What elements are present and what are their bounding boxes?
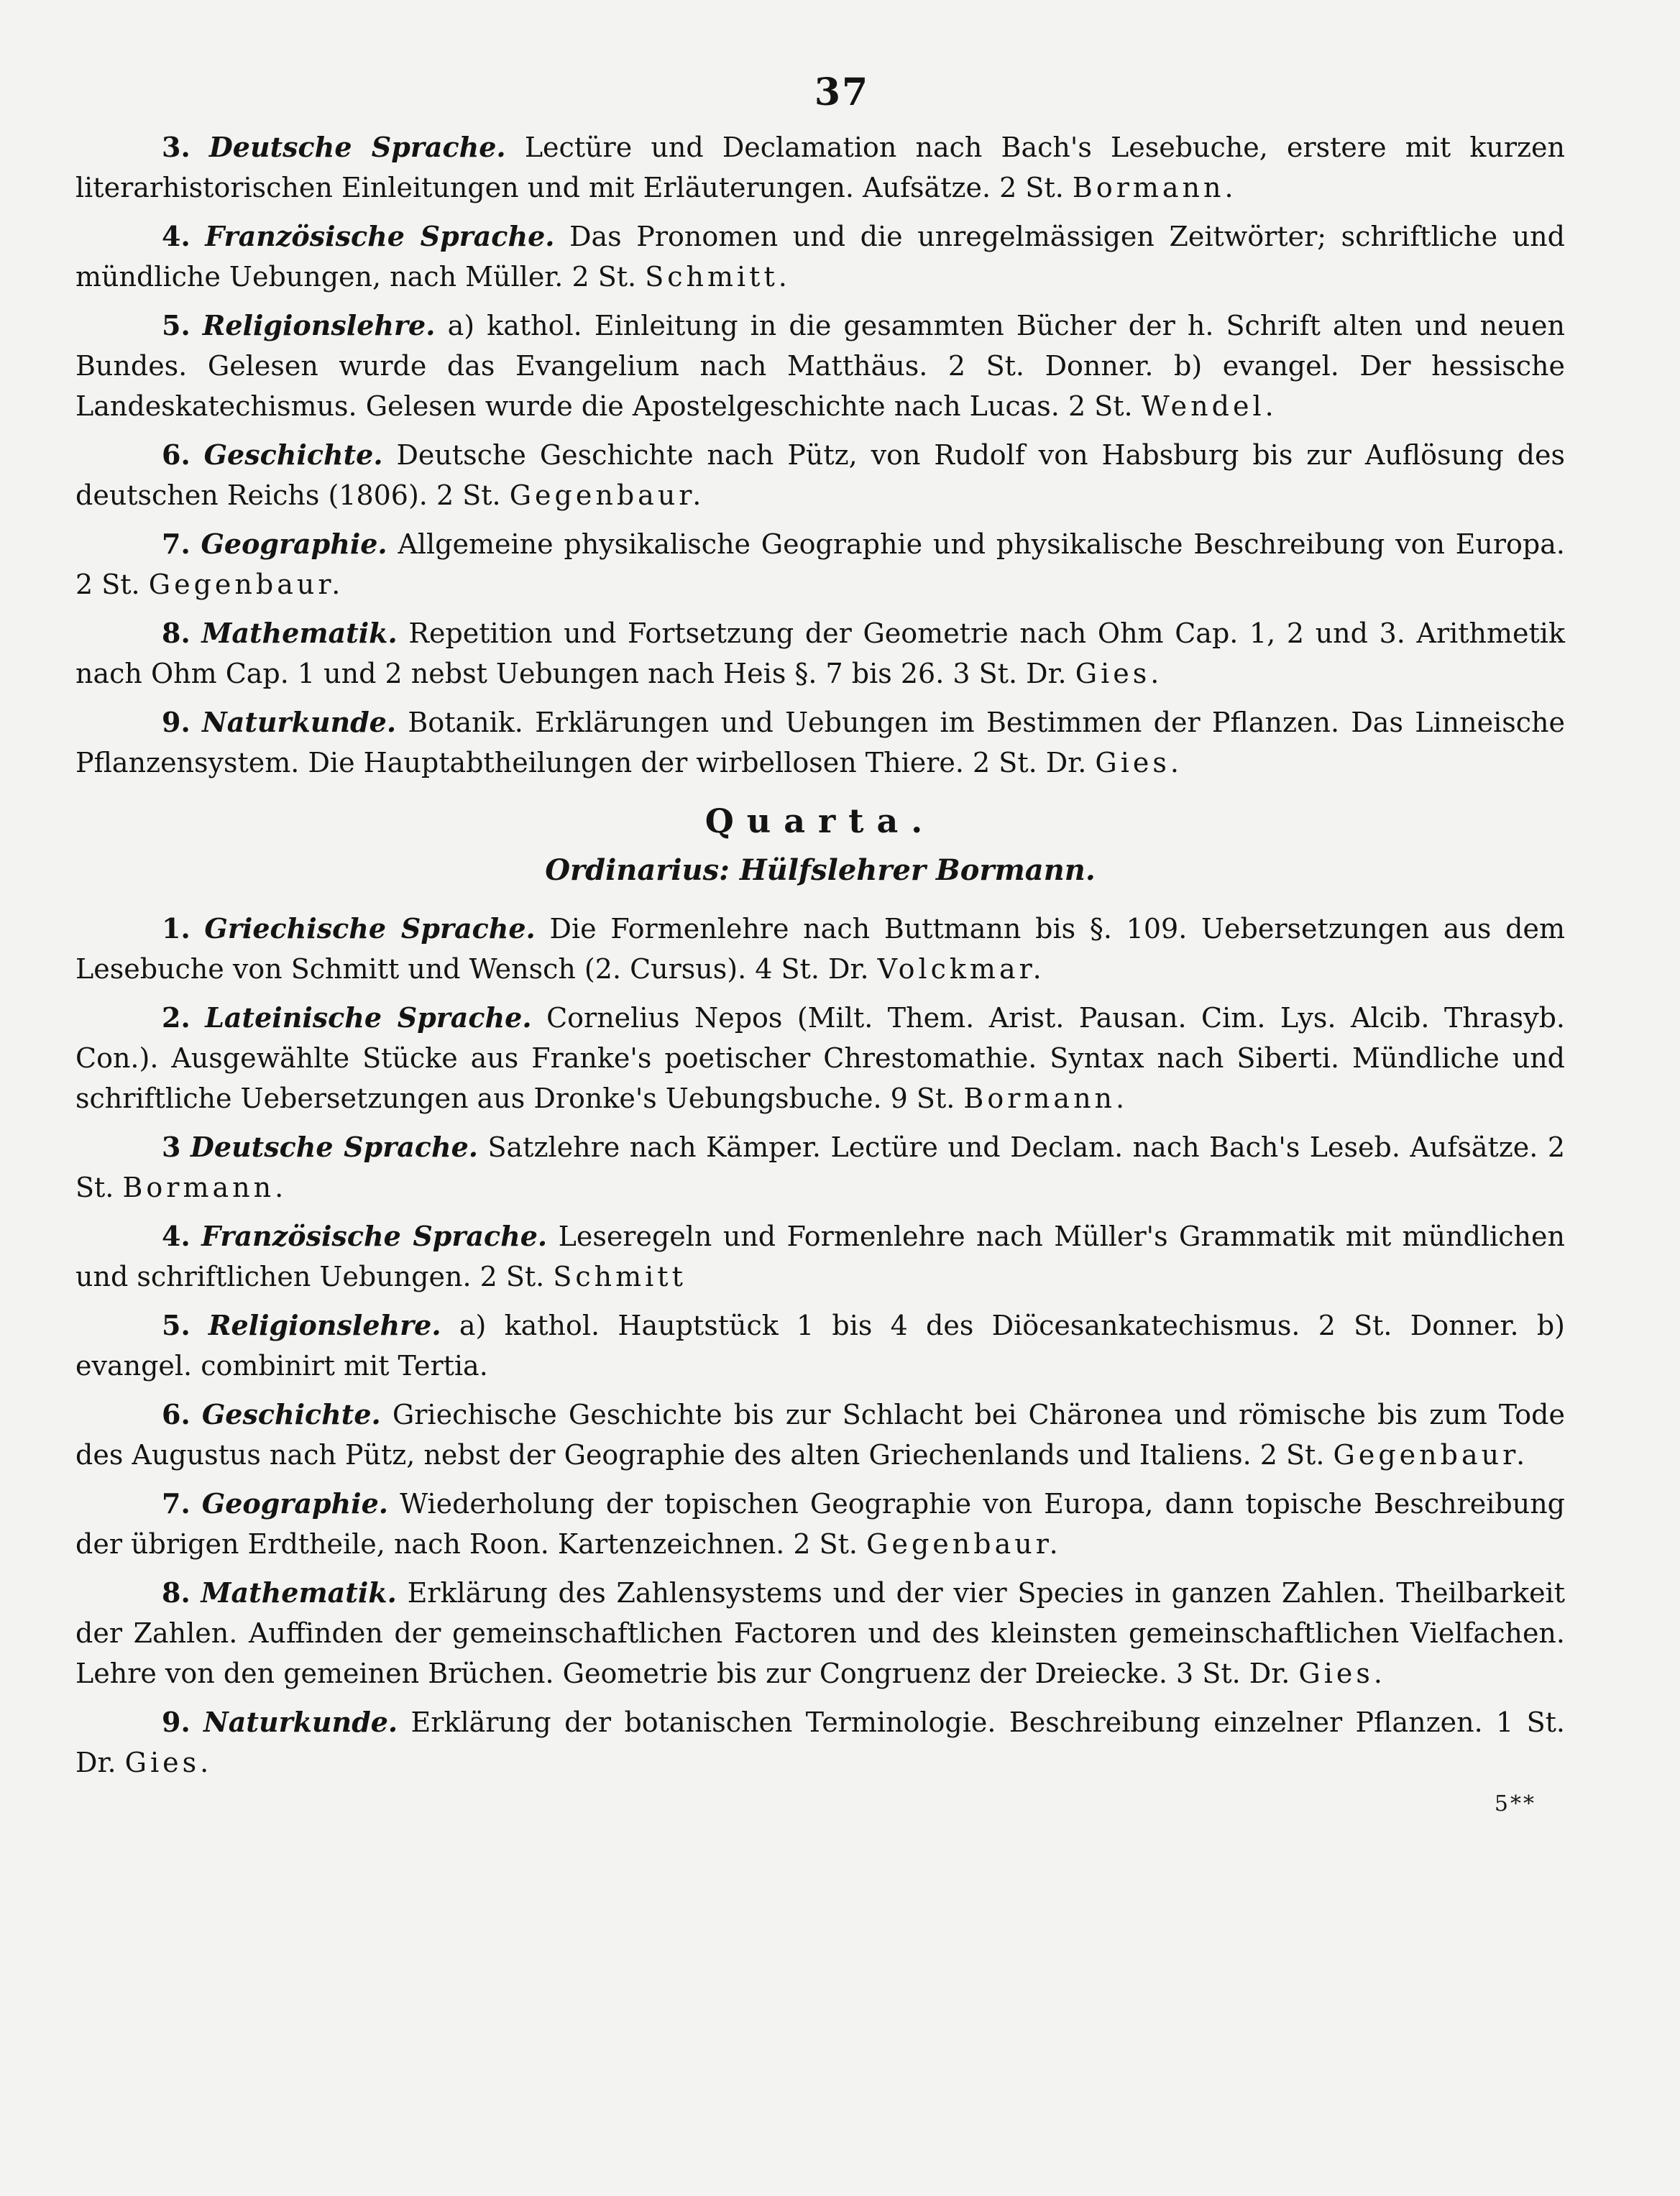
page-number: 37 [814, 70, 870, 114]
entry-text: Cornelius Nepos (Milt. Them. Arist. Pausan. Cim. Lys. Alcib. Thrasyb. Con.). Ausgewählte Stücke aus Franke's poetischer Chrestomathie. Syntax nach Siberti. Mündliche und schriftliche Uebersetzungen aus Dronke's Uebungsbuche. 9 St. [75, 1002, 1565, 1114]
entry-subject: Geographie. [201, 528, 387, 560]
course-entry [75, 127, 1565, 208]
entry-text: Botanik. Erklärungen und Uebungen im Bestimmen der Pflanzen. Das Linneische Pflanzensystem. Die Hauptabtheilungen der wirbellosen Thiere. 2 St. Dr. [75, 707, 1565, 778]
entry-teacher: Gies. [124, 1747, 213, 1778]
entry-number: 5. [162, 309, 191, 341]
signature-mark: 5** [1494, 1791, 1536, 1816]
entry-subject: Französische Sprache. [205, 220, 555, 252]
course-entry [75, 1573, 1565, 1694]
entry-subject: Geschichte. [201, 1398, 381, 1430]
entry-number: 7. [162, 1487, 191, 1520]
course-entry [75, 1305, 1565, 1386]
entry-text: Deutsche Geschichte nach Pütz, von Rudolf von Habsburg bis zur Auflösung des deutschen Reichs (1806). 2 St. [75, 439, 1565, 511]
entry-number: 4. [162, 220, 191, 252]
entry-subject: Mathematik. [201, 617, 398, 649]
course-entry [75, 216, 1565, 297]
entry-text: Repetition und Fortsetzung der Geometrie nach Ohm Cap. 1, 2 und 3. Arithmetik nach Ohm Cap. 1 und 2 nebst Uebungen nach Heis §. 7 bis 26. 3 St. Dr. [75, 617, 1565, 689]
entry-teacher: Gegenbaur. [509, 479, 705, 511]
entry-text: Satzlehre nach Kämper. Lectüre und Declam. nach Bach's Leseb. Aufsätze. 2 St. [75, 1131, 1565, 1203]
entry-subject: Religionslehre. [208, 1309, 441, 1341]
entry-number: 8. [162, 617, 191, 649]
entry-number: 3. [162, 131, 191, 163]
entry-number: 8. [162, 1576, 191, 1609]
entry-teacher: Gies. [1298, 1658, 1386, 1689]
entry-teacher: Schmitt. [645, 261, 791, 293]
entry-text: a) kathol. Hauptstück 1 bis 4 des Diöcesankatechismus. 2 St. Donner. b) evangel. combinirt mit Tertia. [75, 1310, 1565, 1382]
entry-text: a) kathol. Einleitung in die gesammten Bücher der h. Schrift alten und neuen Bundes. Gelesen wurde das Evangelium nach Matthäus. 2 St. Donner. b) evangel. Der hessische Landeskatechismus. Gelesen wurde die Apostelgeschichte nach Lucas. 2 St. [75, 310, 1565, 422]
entry-number: 6. [162, 438, 191, 471]
entry-text: Lectüre und Declamation nach Bach's Lesebuche, erstere mit kurzen literarhistorischen Einleitungen und mit Erläuterungen. Aufsätze. 2 St. [75, 132, 1565, 203]
entry-text: Leseregeln und Formenlehre nach Müller's Grammatik mit mündlichen und schriftlichen Uebungen. 2 St. [75, 1221, 1565, 1292]
entry-teacher: Gies. [1095, 747, 1183, 778]
quarta-entries [75, 909, 1565, 1783]
entry-number: 4. [162, 1220, 191, 1252]
entry-text: Griechische Geschichte bis zur Schlacht bei Chäronea und römische bis zum Tode des Augustus nach Pütz, nebst der Geographie des alten Griechenlands und Italiens. 2 St. [75, 1399, 1565, 1471]
entry-text: Wiederholung der topischen Geographie von Europa, dann topische Beschreibung der übrigen Erdtheile, nach Roon. Kartenzeichnen. 2 St. [75, 1488, 1565, 1560]
entry-subject: Lateinische Sprache. [205, 1001, 532, 1034]
course-entry [75, 998, 1565, 1118]
course-entry [75, 1395, 1565, 1475]
entry-subject: Geschichte. [203, 438, 383, 471]
entry-teacher: Gegenbaur. [1333, 1439, 1529, 1471]
section-heading-quarta: Quarta. [704, 801, 936, 840]
entry-subject: Naturkunde. [201, 706, 397, 738]
entry-number: 7. [162, 528, 191, 560]
course-entry [75, 435, 1565, 515]
course-entry [75, 1216, 1565, 1297]
entry-teacher: Bormann. [1072, 172, 1237, 203]
course-entry [75, 305, 1565, 426]
entry-text: Die Formenlehre nach Buttmann bis §. 109. Uebersetzungen aus dem Lesebuche von Schmitt und Wensch (2. Cursus). 4 St. Dr. [75, 913, 1565, 985]
entry-number: 5. [162, 1309, 191, 1341]
entry-number: 9. [162, 1706, 191, 1738]
course-entry [75, 1702, 1565, 1783]
course-entry [75, 702, 1565, 783]
entry-teacher: Volckmar. [877, 953, 1045, 985]
entry-subject: Mathematik. [201, 1576, 397, 1609]
course-entry [75, 1127, 1565, 1208]
entry-number: 6. [162, 1398, 191, 1430]
entry-teacher: Gies. [1075, 658, 1163, 689]
course-entry [75, 524, 1565, 605]
entry-text: Erklärung des Zahlensystems und der vier Species in ganzen Zahlen. Theilbarkeit der Zahlen. Auffinden der gemeinschaftlichen Factoren und des kleinsten gemeinschaftlichen Vielfachen. Lehre von den gemeinen Brüchen. Geometrie bis zur Congruenz der Dreiecke. 3 St. Dr. [75, 1577, 1565, 1689]
entry-teacher: Wendel. [1141, 390, 1277, 422]
entry-subject: Französische Sprache. [201, 1220, 548, 1252]
course-entry [75, 909, 1565, 989]
tertia-entries [75, 127, 1565, 783]
entry-subject: Religionslehre. [202, 309, 436, 341]
entry-subject: Naturkunde. [203, 1706, 398, 1738]
entry-subject: Geographie. [201, 1487, 388, 1520]
entry-teacher: Bormann. [122, 1172, 288, 1203]
entry-text: Erklärung der botanischen Terminologie. Beschreibung einzelner Pflanzen. 1 St. Dr. [75, 1706, 1565, 1778]
entry-teacher: Schmitt [553, 1261, 687, 1292]
entry-subject: Deutsche Sprache. [190, 1131, 479, 1163]
course-entry [75, 1484, 1565, 1564]
entry-number: 9. [162, 706, 191, 738]
entry-text: Das Pronomen und die unregelmässigen Zeitwörter; schriftliche und mündliche Uebungen, nach Müller. 2 St. [75, 221, 1565, 293]
entry-teacher: Gegenbaur. [866, 1528, 1062, 1560]
course-entry [75, 613, 1565, 694]
entry-text: Allgemeine physikalische Geographie und physikalische Beschreibung von Europa. 2 St. [75, 528, 1565, 600]
entry-teacher: Bormann. [963, 1083, 1129, 1114]
entry-number: 2. [162, 1001, 191, 1034]
entry-subject: Griechische Sprache. [204, 912, 536, 945]
entry-teacher: Gegenbaur. [148, 569, 344, 600]
entry-number: 3 [162, 1131, 181, 1163]
entry-subject: Deutsche Sprache. [208, 131, 506, 163]
entry-number: 1. [162, 912, 191, 945]
ordinarius-line: Ordinarius: Hülfslehrer Bormann. [545, 853, 1096, 887]
